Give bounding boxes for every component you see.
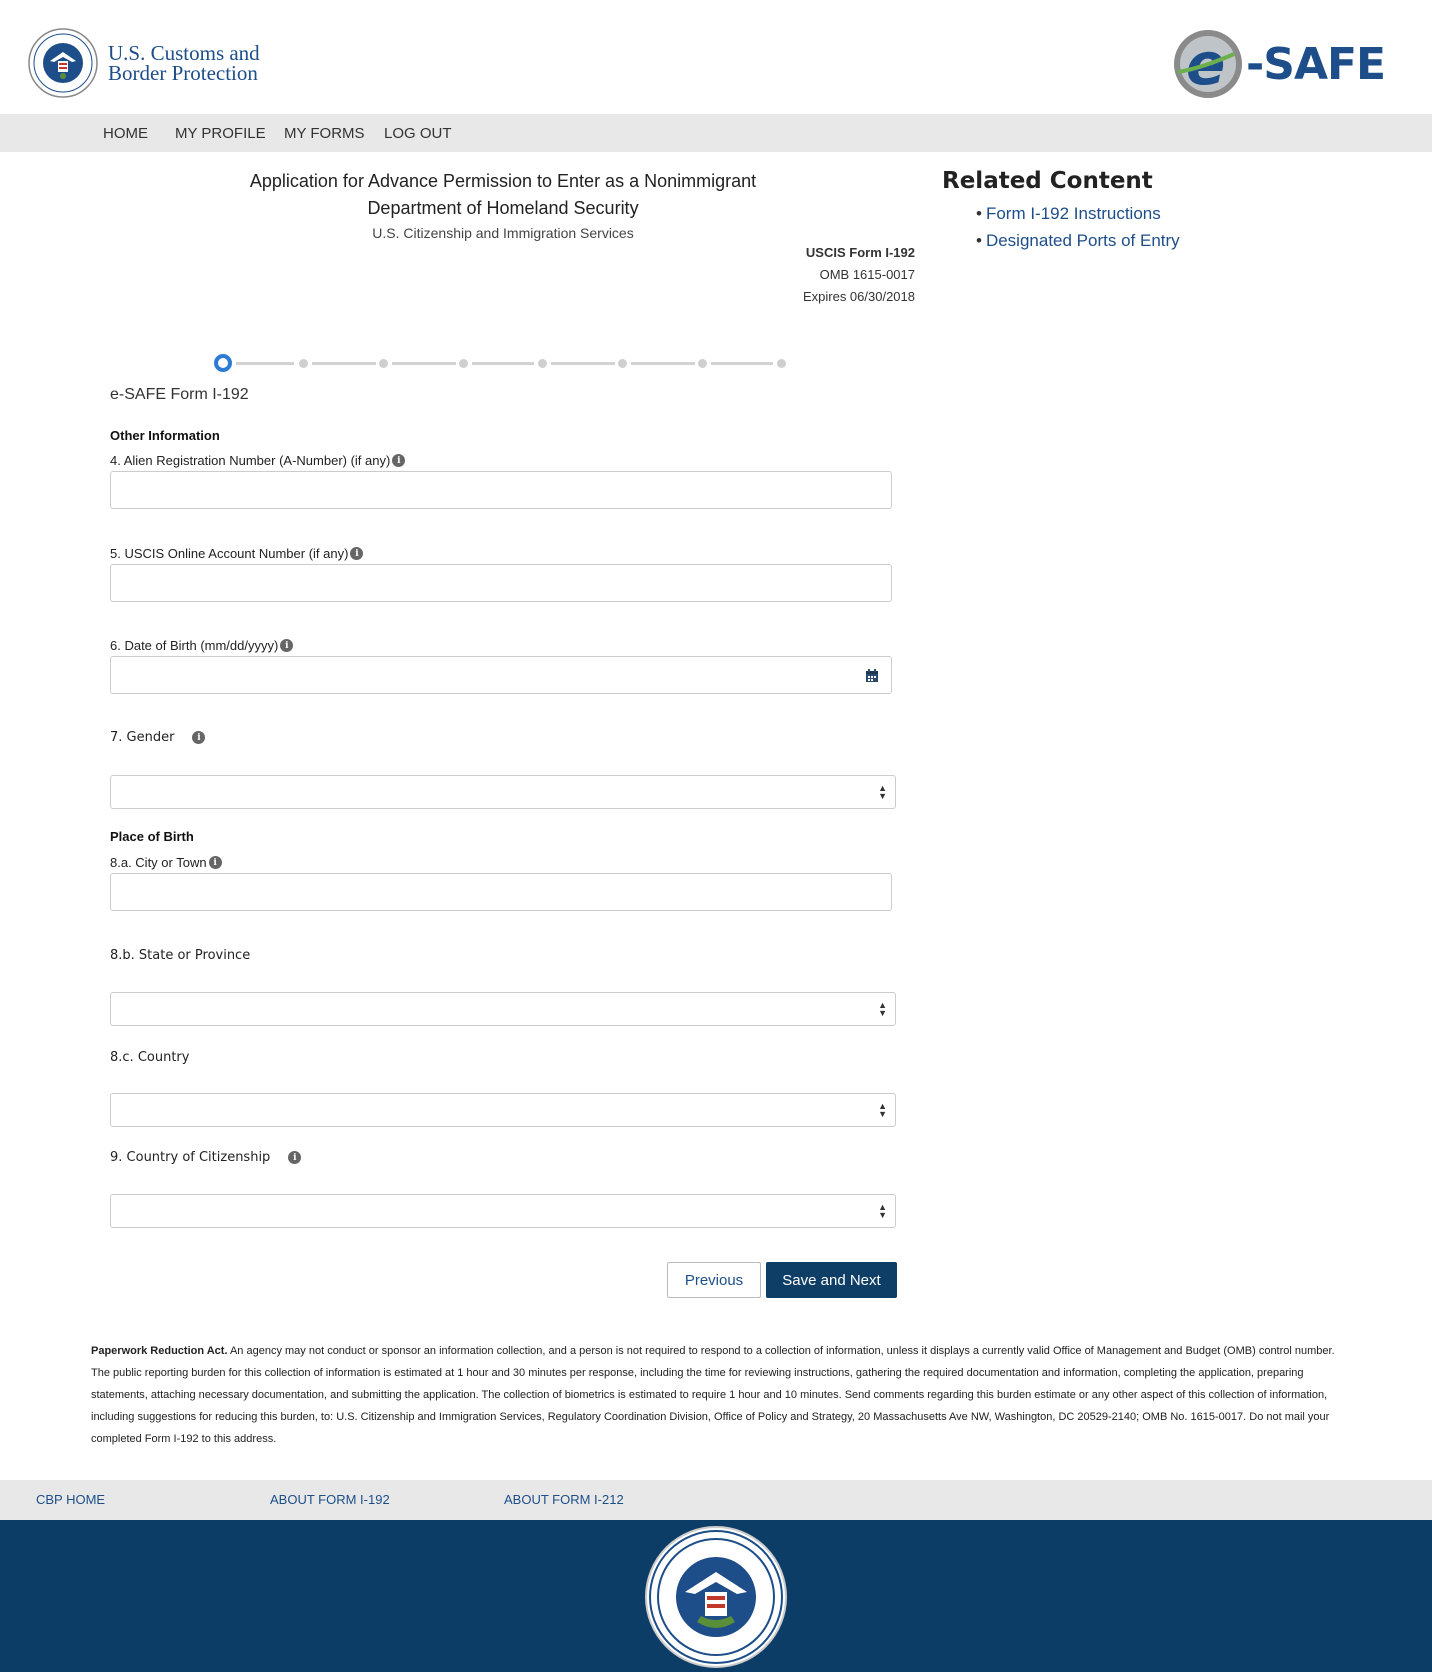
step-dot-2[interactable] — [299, 359, 308, 368]
info-icon[interactable]: i — [350, 547, 363, 560]
section-other-information: Other Information — [110, 428, 220, 443]
paperwork-heading: Paperwork Reduction Act. — [91, 1345, 228, 1357]
city-input[interactable] — [110, 873, 892, 911]
site-header — [0, 0, 1432, 114]
dhs-seal-icon — [645, 1526, 787, 1668]
related-content-heading: Related Content — [942, 168, 1153, 194]
info-icon[interactable]: i — [209, 856, 222, 869]
related-link-item: • Form I-192 Instructions — [976, 204, 1161, 223]
department-name: Department of Homeland Security — [367, 198, 639, 218]
link-form-instructions[interactable]: Form I-192 Instructions — [985, 204, 1161, 223]
stepper-line — [312, 362, 376, 365]
info-icon[interactable]: i — [288, 1151, 301, 1164]
agency-subtitle: U.S. Citizenship and Immigration Services — [372, 225, 634, 241]
country-select[interactable] — [110, 1093, 896, 1127]
uscis-account-label-text: 5. USCIS Online Account Number (if any) — [110, 546, 349, 561]
nav-home[interactable]: HOME — [103, 125, 148, 142]
a-number-label-text: 4. Alien Registration Number (A-Number) (if any) — [110, 453, 391, 468]
step-dot-3[interactable] — [379, 359, 388, 368]
info-icon[interactable]: i — [192, 731, 205, 744]
select-arrows-icon: ▲ ▼ — [878, 783, 887, 801]
gender-label — [110, 730, 205, 745]
nav-my-forms[interactable]: MY FORMS — [284, 125, 365, 142]
footer-about-i212[interactable]: ABOUT FORM I-212 — [504, 1492, 624, 1507]
step-dot-1-active[interactable] — [214, 354, 232, 372]
form-number: USCIS Form I-192 — [805, 245, 915, 260]
dhs-seal-icon — [28, 28, 98, 98]
dob-label — [110, 638, 293, 653]
citizenship-label — [110, 1150, 301, 1165]
a-number-label — [110, 453, 405, 468]
form-title: e-SAFE Form I-192 — [110, 386, 249, 403]
uscis-account-label — [110, 546, 363, 561]
gender-label-text: 7. Gender — [110, 730, 175, 745]
form-header — [200, 168, 806, 244]
uscis-account-input[interactable] — [110, 564, 892, 602]
city-label-text: 8.a. City or Town — [110, 855, 207, 870]
stepper-line — [472, 362, 534, 365]
info-icon[interactable]: i — [280, 639, 293, 652]
stepper-line — [631, 362, 695, 365]
country-label — [110, 1050, 189, 1065]
related-content — [942, 168, 1180, 254]
dob-field[interactable] — [110, 656, 892, 694]
agency-name — [108, 43, 260, 83]
link-designated-ports[interactable]: Designated Ports of Entry — [985, 231, 1180, 250]
select-arrows-icon: ▲ ▼ — [878, 1101, 887, 1119]
progress-stepper — [214, 354, 786, 372]
citizenship-select[interactable] — [110, 1194, 896, 1228]
stepper-line — [236, 362, 294, 365]
previous-button[interactable]: Previous — [667, 1262, 761, 1298]
omb-number: OMB 1615-0017 — [819, 267, 915, 282]
step-dot-8[interactable] — [777, 359, 786, 368]
stepper-line — [551, 362, 615, 365]
step-dot-6[interactable] — [618, 359, 627, 368]
save-and-next-button[interactable]: Save and Next — [766, 1262, 897, 1298]
select-arrows-icon: ▲ ▼ — [878, 1202, 887, 1220]
esafe-wordmark: -SAFE — [1246, 38, 1386, 90]
related-link-item: • Designated Ports of Entry — [976, 231, 1180, 250]
gender-select[interactable] — [110, 775, 896, 809]
section-place-of-birth: Place of Birth — [110, 829, 194, 844]
footer-cbp-home[interactable]: CBP HOME — [36, 1492, 106, 1507]
related-links — [976, 200, 1180, 254]
agency-line-1: U.S. Customs and — [108, 41, 260, 65]
paperwork-reduction-notice — [91, 1340, 1341, 1450]
step-dot-5[interactable] — [538, 359, 547, 368]
nav-log-out[interactable]: LOG OUT — [384, 125, 452, 142]
top-navigation — [0, 114, 1432, 152]
calendar-icon[interactable] — [865, 669, 879, 683]
dob-label-text: 6. Date of Birth (mm/dd/yyyy) — [110, 638, 279, 653]
state-select[interactable] — [110, 992, 896, 1026]
state-label — [110, 948, 250, 963]
form-expiration: Expires 06/30/2018 — [802, 289, 915, 304]
step-dot-4[interactable] — [459, 359, 468, 368]
citizenship-label-text: 9. Country of Citizenship — [110, 1150, 271, 1165]
state-label-text: 8.b. State or Province — [110, 948, 251, 963]
footer-links — [0, 1480, 1432, 1520]
svg-text:e: e — [1186, 30, 1226, 98]
select-arrows-icon: ▲ ▼ — [878, 1000, 887, 1018]
city-label — [110, 855, 222, 870]
nav-my-profile[interactable]: MY PROFILE — [175, 125, 266, 142]
esafe-logo-icon — [1172, 28, 1244, 100]
footer-about-i192[interactable]: ABOUT FORM I-192 — [270, 1492, 390, 1507]
country-label-text: 8.c. Country — [110, 1050, 190, 1065]
paperwork-body: An agency may not conduct or sponsor an information collection, and a person is not required to respond to a collection of information, unless it displays a currently valid Office of Management and Budget (OMB) control number. The public reporting burden for this collection of information is estimated at 1 hour and 30 minutes per response, including the time for reviewing instructions, gathering the required documentation and information, completing the application, preparing statements, attaching necessary documentation, and submitting the application. The collection of biometrics is estimated to require 1 hour and 10 minutes. Send comments regarding this burden estimate or any other aspect of this collection of information, including suggestions for reducing this burden, to: U.S. Citizenship and Immigration Services, Regulatory Coordination Division, Office of Policy and Strategy, 20 Massachusetts Ave NW, Washington, DC 20529-2140; OMB No. 1615-0017. Do not mail your completed Form I-192 to this address. — [91, 1345, 1335, 1445]
a-number-input[interactable] — [110, 471, 892, 509]
step-dot-7[interactable] — [698, 359, 707, 368]
agency-line-2: Border Protection — [108, 61, 258, 85]
stepper-line — [392, 362, 456, 365]
info-icon[interactable]: i — [392, 454, 405, 467]
stepper-line — [711, 362, 773, 365]
cbp-logo[interactable] — [28, 28, 260, 98]
esafe-logo[interactable] — [1172, 28, 1385, 100]
form-full-title: Application for Advance Permission to Enter as a Nonimmigrant — [249, 171, 757, 191]
form-metadata — [803, 242, 915, 308]
